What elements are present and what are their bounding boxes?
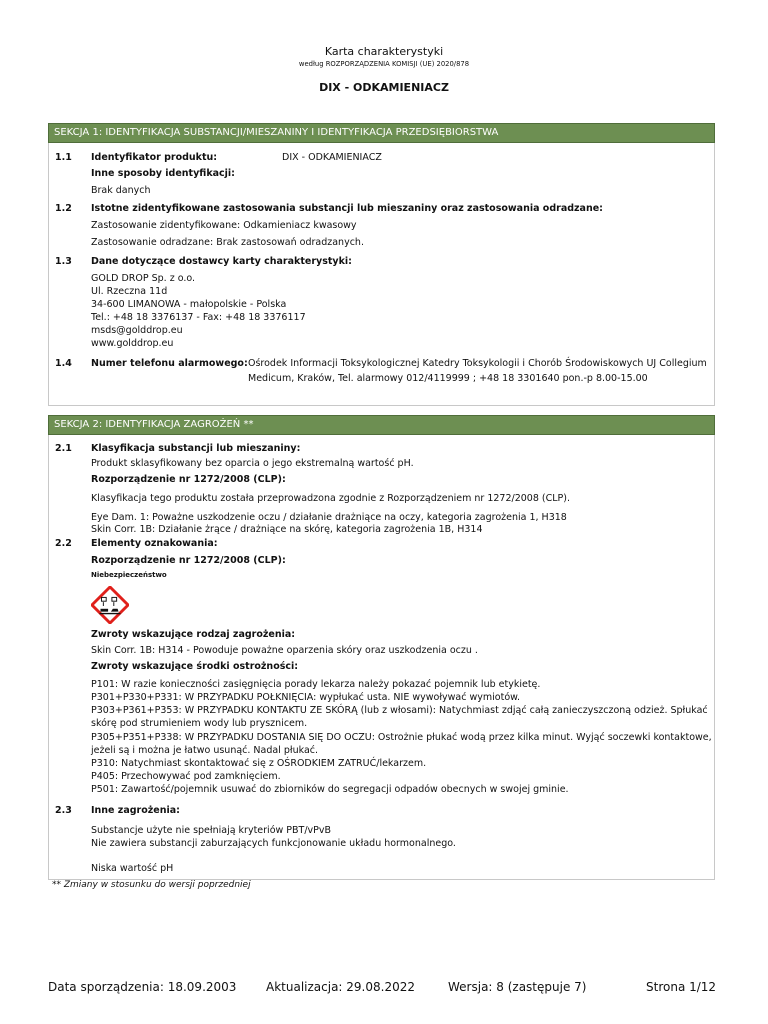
s21-number: 2.1: [55, 443, 72, 454]
s23-label: Inne zagrożenia:: [91, 805, 180, 816]
footer-updated-date: Aktualizacja: 29.08.2022: [266, 980, 415, 994]
s11-value: DIX - ODKAMIENIACZ: [282, 152, 382, 163]
p-statement: P101: W razie konieczności zasięgnięcia porady lekarza należy pokazać pojemnik lub etykietę.: [91, 679, 541, 690]
s22-label: Elementy oznakowania:: [91, 538, 218, 549]
s21-regulation-line: Klasyfikacja tego produktu została przeprowadzona zgodnie z Rozporządzeniem nr 1272/2008 (CLP).: [91, 493, 570, 504]
s23-line-1: Substancje użyte nie spełniają kryteriów PBT/vPvB: [91, 825, 332, 836]
section-1: [48, 123, 715, 406]
supplier-line: Ul. Rzeczna 11d: [91, 286, 168, 297]
footer-page-number: Strona 1/12: [646, 980, 717, 994]
footer-version: Wersja: 8 (zastępuje 7): [448, 980, 587, 994]
signal-word: Niebezpieczeństwo: [91, 571, 167, 579]
s14-line-1: Ośrodek Informacji Toksykologicznej Katedry Toksykologii i Chorób Środowiskowych UJ Collegium: [248, 358, 707, 369]
s23-line-2: Nie zawiera substancji zaburzających funkcjonowanie układu hormonalnego.: [91, 838, 456, 849]
s12-label: Istotne zidentyfikowane zastosowania substancji lub mieszaniny oraz zastosowania odradzane:: [91, 203, 603, 214]
s13-label: Dane dotyczące dostawcy karty charakterystyki:: [91, 256, 352, 267]
h-statements-label: Zwroty wskazujące rodzaj zagrożenia:: [91, 629, 296, 640]
s21-hazard-2: Skin Corr. 1B: Działanie żrące / drażniące na skórę, kategoria zagrożenia 1B, H314: [91, 524, 483, 535]
p-statement: jeżeli są i można je łatwo usunąć. Nadal płukać.: [91, 745, 319, 756]
supplier-line: 34-600 LIMANOWA - małopolskie - Polska: [91, 299, 287, 310]
s23-line-3: Niska wartość pH: [91, 863, 174, 874]
p-statement: skórę pod strumieniem wody lub prysznicem.: [91, 718, 308, 729]
section-1-title: SEKCJA 1: IDENTYFIKACJA SUBSTANCJI/MIESZANINY I IDENTYFIKACJA PRZEDSIĘBIORSTWA: [48, 123, 715, 143]
p-statement: P501: Zawartość/pojemnik usuwać do zbiorników do segregacji odpadów obecnych w swojej gminie.: [91, 784, 569, 795]
s14-number: 1.4: [55, 358, 72, 369]
p-statement: P303+P361+P353: W PRZYPADKU KONTAKTU ZE SKÓRĄ (lub z włosami): Natychmiast zdjąć całą zanieczyszczoną odzież. Spłukać: [91, 705, 708, 716]
s11-label: Identyfikator produktu:: [91, 152, 218, 163]
section-2-title: SEKCJA 2: IDENTYFIKACJA ZAGROŻEŃ **: [48, 415, 715, 435]
s14-line-2: Medicum, Kraków, Tel. alarmowy 012/4119999 ; +48 18 3301640 pon.-p 8.00-15.00: [248, 373, 648, 384]
supplier-line: GOLD DROP Sp. z o.o.: [91, 273, 196, 284]
s21-label: Klasyfikacja substancji lub mieszaniny:: [91, 443, 301, 454]
s12-line-1: Zastosowanie zidentyfikowane: Odkamieniacz kwasowy: [91, 220, 357, 231]
p-statement: P301+P330+P331: W PRZYPADKU POŁKNIĘCIA: wypłukać usta. NIE wywoływać wymiotów.: [91, 692, 521, 703]
footer-created-date: Data sporządzenia: 18.09.2003: [48, 980, 237, 994]
supplier-line: Tel.: +48 18 3376137 - Fax: +48 18 3376117: [91, 312, 306, 323]
s21-line-1: Produkt sklasyfikowany bez oparcia o jego ekstremalną wartość pH.: [91, 458, 414, 469]
section-2: [48, 415, 715, 880]
p-statements-label: Zwroty wskazujące środki ostrożności:: [91, 661, 299, 672]
s13-number: 1.3: [55, 256, 72, 267]
s11-other-label: Inne sposoby identyfikacji:: [91, 168, 235, 179]
p-statement: P310: Natychmiast skontaktować się z OŚRODKIEM ZATRUĆ/lekarzem.: [91, 758, 427, 769]
p-statement: P305+P351+P338: W PRZYPADKU DOSTANIA SIĘ DO OCZU: Ostrożnie płukać wodą przez kilka minut. Wyjąć soczewki kontaktowe,: [91, 732, 712, 743]
ghs05-corrosion-icon: [91, 586, 129, 624]
s21-regulation-label: Rozporządzenie nr 1272/2008 (CLP):: [91, 474, 286, 485]
changes-footnote: ** Zmiany w stosunku do wersji poprzedniej: [52, 880, 251, 890]
supplier-email: msds@golddrop.eu: [91, 325, 183, 336]
s12-number: 1.2: [55, 203, 72, 214]
s11-other-value: Brak danych: [91, 185, 151, 196]
s22-regulation-label: Rozporządzenie nr 1272/2008 (CLP):: [91, 555, 286, 566]
s12-line-2: Zastosowanie odradzane: Brak zastosowań odradzanych.: [91, 237, 364, 248]
s14-label: Numer telefonu alarmowego:: [91, 358, 248, 369]
h-statement: Skin Corr. 1B: H314 - Powoduje poważne oparzenia skóry oraz uszkodzenia oczu .: [91, 645, 478, 656]
s11-number: 1.1: [55, 152, 72, 163]
document-subtitle: według ROZPORZĄDZENIA KOMISJI (UE) 2020/878: [298, 60, 470, 68]
document-title: Karta charakterystyki: [324, 45, 444, 58]
s21-hazard-1: Eye Dam. 1: Poważne uszkodzenie oczu / działanie drażniące na oczy, kategoria zagrożenia 1, H318: [91, 512, 567, 523]
s22-number: 2.2: [55, 538, 72, 549]
product-name: DIX - ODKAMIENIACZ: [319, 81, 449, 94]
s23-number: 2.3: [55, 805, 72, 816]
p-statement: P405: Przechowywać pod zamknięciem.: [91, 771, 281, 782]
supplier-website: www.golddrop.eu: [91, 338, 174, 349]
